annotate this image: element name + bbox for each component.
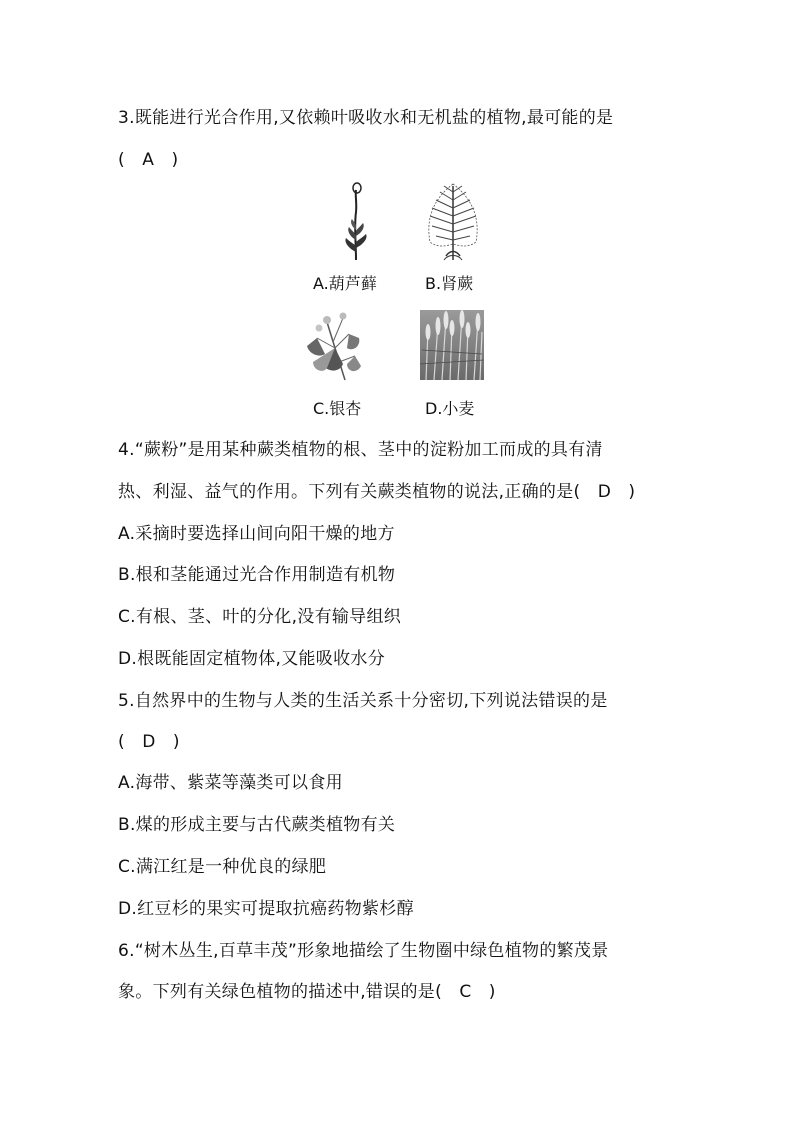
ginkgo-illustration-icon xyxy=(305,308,363,382)
q4-stem-line2: 热、利湿、益气的作用。下列有关蕨类植物的说法,正确的是( D ) xyxy=(118,482,636,502)
moss-illustration-icon xyxy=(338,182,374,262)
q6-stem-line1: 6.“树木丛生,百草丰茂”形象地描绘了生物圈中绿色植物的繁茂景 xyxy=(118,941,609,961)
q3-option-c: C.银杏 xyxy=(313,399,362,418)
q5-stem: 5.自然界中的生物与人类的生活关系十分密切,下列说法错误的是 xyxy=(118,691,608,711)
q4-option-a: A.采摘时要选择山间向阳干燥的地方 xyxy=(118,524,395,544)
q3-option-b: B.肾蕨 xyxy=(425,274,474,293)
q4-stem-line1: 4.“蕨粉”是用某种蕨类植物的根、茎中的淀粉加工而成的具有清 xyxy=(118,440,603,460)
fern-illustration-icon xyxy=(424,180,482,262)
q5-option-c: C.满江红是一种优良的绿肥 xyxy=(118,857,327,877)
wheat-photo-icon xyxy=(420,310,484,380)
q4-option-b: B.根和茎能通过光合作用制造有机物 xyxy=(118,565,396,585)
q3-stem: 3.既能进行光合作用,又依赖叶吸收水和无机盐的植物,最可能的是 xyxy=(118,108,614,128)
q3-option-a: A.葫芦藓 xyxy=(313,274,377,293)
q4-option-c: C.有根、茎、叶的分化,没有输导组织 xyxy=(118,607,402,627)
q5-option-d: D.红豆杉的果实可提取抗癌药物紫杉醇 xyxy=(118,899,414,919)
q3-answer: ( A ) xyxy=(118,150,179,170)
q3-option-d: D.小麦 xyxy=(425,399,475,418)
q6-stem-line2: 象。下列有关绿色植物的描述中,错误的是( C ) xyxy=(118,982,496,1002)
q5-answer: ( D ) xyxy=(118,732,180,752)
q5-option-a: A.海带、紫菜等藻类可以食用 xyxy=(118,773,343,793)
q4-option-d: D.根既能固定植物体,又能吸收水分 xyxy=(118,649,385,669)
q5-option-b: B.煤的形成主要与古代蕨类植物有关 xyxy=(118,815,396,835)
